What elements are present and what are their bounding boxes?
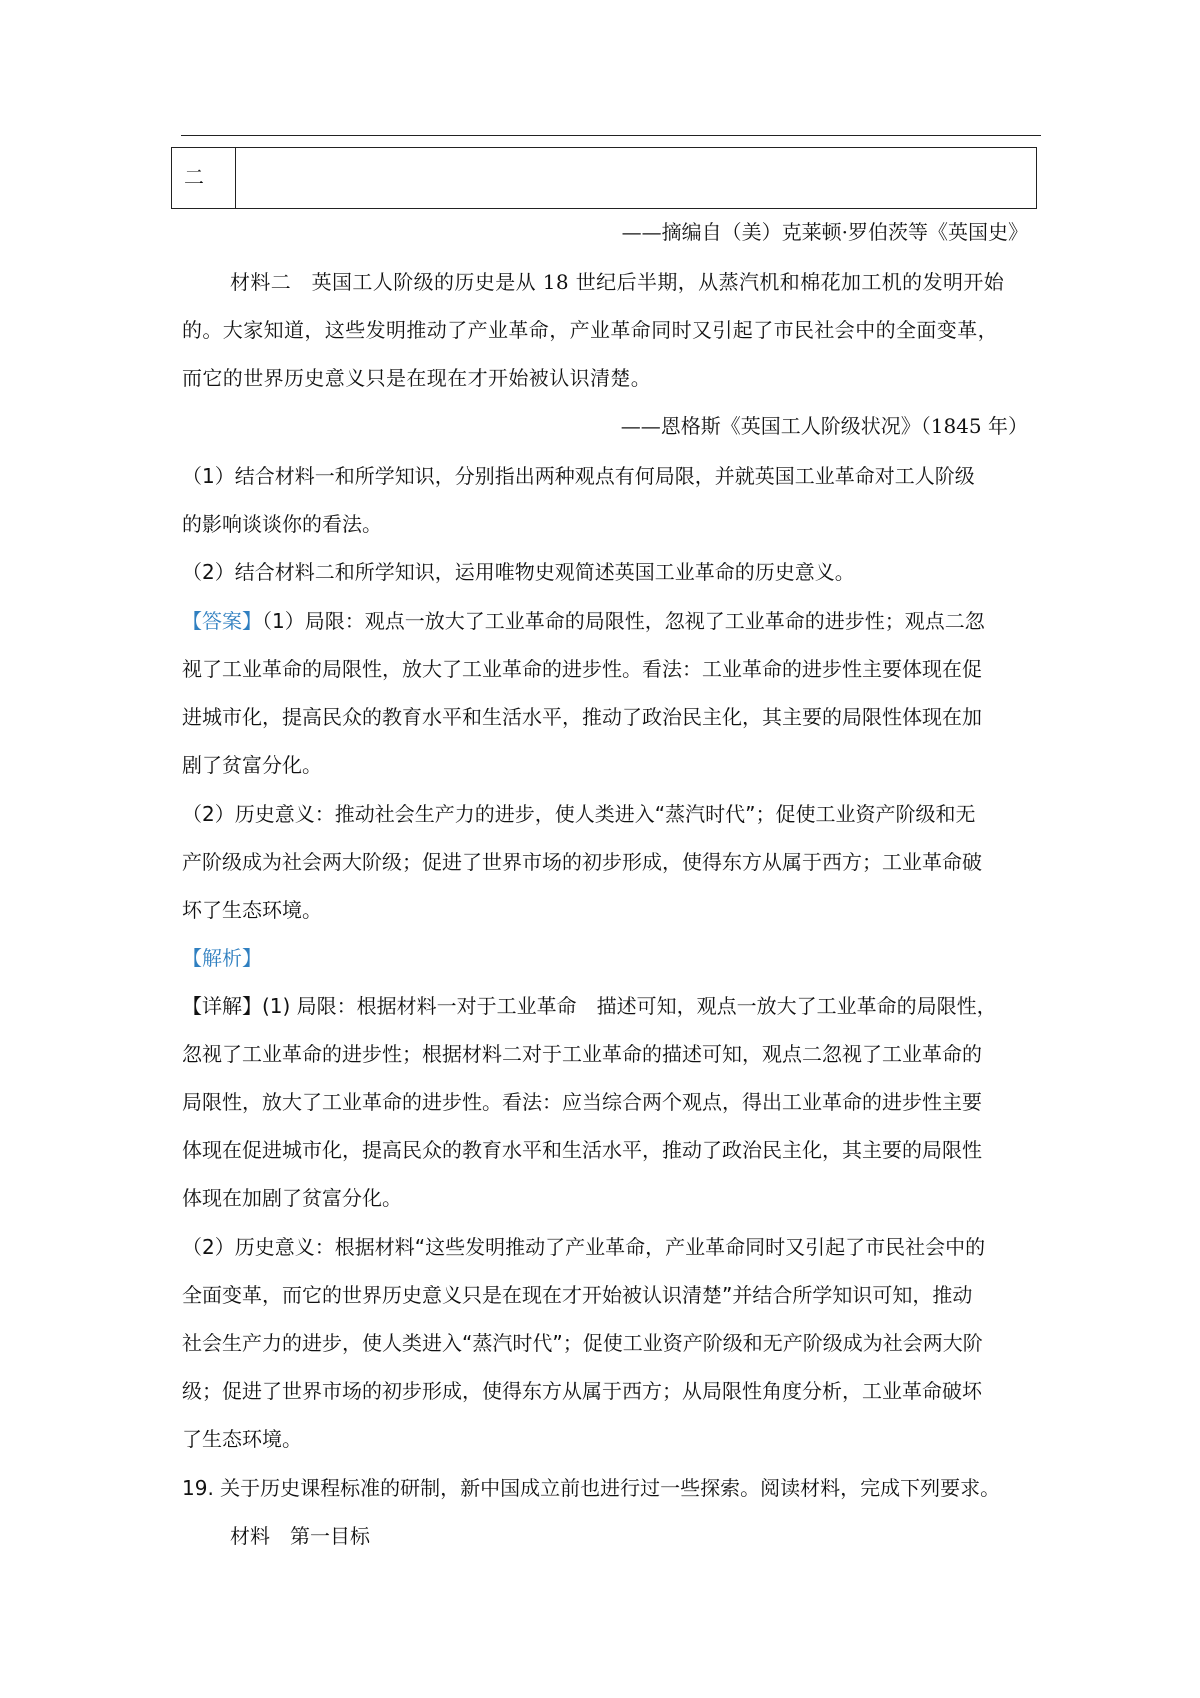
answer-label: 【答案】 [182,609,262,633]
question-1-line: （1）结合材料一和所学知识，分别指出两种观点有何局限，并就英国工业革命对工人阶级 [182,464,975,488]
material-2-line: 材料二 英国工人阶级的历史是从 18 世纪后半期，从蒸汽机和棉花加工机的发明开始 [230,270,1005,294]
analysis-line: 社会生产力的进步，使人类进入“蒸汽时代”；促使工业资产阶级和无产阶级成为社会两大阶 [182,1331,983,1355]
analysis-line: 全面变革，而它的世界历史意义只是在现在才开始被认识清楚”并结合所学知识可知，推动 [182,1283,973,1307]
answer-line: 坏了生态环境。 [182,898,322,922]
analysis-line: 忽视了工业革命的进步性；根据材料二对于工业革命的描述可知，观点二忽视了工业革命的 [182,1042,982,1066]
question-2: （2）结合材料二和所学知识，运用唯物史观简述英国工业革命的历史意义。 [182,560,855,584]
citation-material-1: ——摘编自（美）克莱顿·罗伯茨等《英国史》 [621,220,1028,244]
table-fragment [171,147,1037,209]
question-19-material-label: 材料 第一目标 [230,1524,370,1548]
answer-line [182,607,985,635]
answer-line: 剧了贫富分化。 [182,753,322,777]
analysis-line: （2）历史意义：根据材料“这些发明推动了产业革命，产业革命同时又引起了市民社会中的 [182,1235,986,1259]
material-2-line: 而它的世界历史意义只是在现在才开始被认识清楚。 [182,366,652,390]
answer-line: 产阶级成为社会两大阶级；促进了世界市场的初步形成，使得东方从属于西方；工业革命破 [182,850,982,874]
analysis-line: 级；促进了世界市场的初步形成，使得东方从属于西方；从局限性角度分析，工业革命破坏 [182,1379,982,1403]
analysis-line: 了生态环境。 [182,1427,302,1451]
question-19: 19. 关于历史课程标准的研制，新中国成立前也进行过一些探索。阅读材料，完成下列要求。 [182,1476,1001,1500]
answer-text: （1）局限：观点一放大了工业革命的局限性，忽视了工业革命的进步性；观点二忽 [262,609,985,633]
table-row-label: 二 [172,148,236,208]
answer-line: （2）历史意义：推动社会生产力的进步，使人类进入“蒸汽时代”；促使工业资产阶级和无 [182,802,976,826]
question-1-line: 的影响谈谈你的看法。 [182,512,382,536]
answer-line: 进城市化，提高民众的教育水平和生活水平，推动了政治民主化，其主要的局限性体现在加 [182,705,982,729]
header-rule [181,135,1041,136]
analysis-line: 体现在促进城市化，提高民众的教育水平和生活水平，推动了政治民主化，其主要的局限性 [182,1138,982,1162]
analysis-line: 局限性，放大了工业革命的进步性。看法：应当综合两个观点，得出工业革命的进步性主要 [182,1090,982,1114]
citation-material-2: ——恩格斯《英国工人阶级状况》（1845 年） [620,414,1028,438]
answer-line: 视了工业革命的局限性，放大了工业革命的进步性。看法：工业革命的进步性主要体现在促 [182,657,982,681]
analysis-line: 【详解】(1) 局限：根据材料一对于工业革命 描述可知，观点一放大了工业革命的局限性， [182,994,997,1018]
material-2-line: 的。大家知道，这些发明推动了产业革命，产业革命同时又引起了市民社会中的全面变革， [182,318,998,342]
analysis-label: 【解析】 [182,946,262,970]
analysis-line: 体现在加剧了贫富分化。 [182,1186,402,1210]
